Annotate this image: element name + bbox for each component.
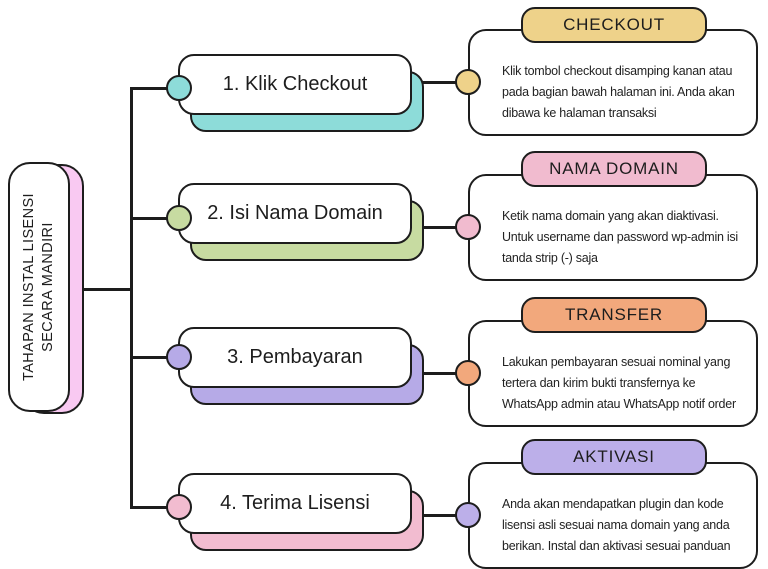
step-1-box [178, 54, 412, 115]
step-4-box [178, 473, 412, 534]
step-3-title: 3. Pembayaran [227, 346, 363, 368]
step-1-description: Klik tombol checkout disamping kanan atau pada bagian bawah halaman ini. Anda akan dibawa ke halaman transaksi [502, 64, 735, 120]
step-2-detail-card [468, 174, 758, 281]
step-3-node-circle [166, 344, 192, 370]
step-3-detail-card [468, 320, 758, 427]
root-title [20, 193, 58, 381]
step-1-title: 1. Klik Checkout [222, 73, 368, 95]
step-1-detail-card [468, 29, 758, 136]
step-4-title: 4. Terima Lisensi [220, 492, 370, 514]
connector-root-line [84, 288, 132, 291]
step-4-description: Anda akan mendapatkan plugin dan kode lisensi asli sesuai nama domain yang anda berikan. Instal dan aktivasi sesuai panduan [502, 497, 731, 553]
step-3-box [178, 327, 412, 388]
step-1-detail-circle [455, 69, 481, 95]
step-3-badge: TRANSFER [521, 297, 707, 333]
step-4-detail-circle [455, 502, 481, 528]
root-title-line1: TAHAPAN INSTAL LISENSI [21, 193, 37, 381]
step-4-badge: AKTIVASI [521, 439, 707, 475]
step-2-description: Ketik nama domain yang akan diaktivasi. Untuk username dan password wp-admin isi tanda strip (-) saja [502, 209, 738, 265]
step-4-node-circle [166, 494, 192, 520]
connector-spine-line [130, 87, 133, 508]
step-3-detail-circle [455, 360, 481, 386]
root-title-line2: SECARA MANDIRI [40, 222, 56, 352]
step-1-badge: CHECKOUT [521, 7, 707, 43]
step-4-detail-card [468, 462, 758, 569]
step-3-description: Lakukan pembayaran sesuai nominal yang tertera dan kirim bukti transfernya ke WhatsApp admin atau WhatsApp notif order [502, 355, 736, 411]
root-title-box [8, 162, 70, 412]
step-1-node-circle [166, 75, 192, 101]
step-2-box [178, 183, 412, 244]
step-2-badge: NAMA DOMAIN [521, 151, 707, 187]
step-2-detail-circle [455, 214, 481, 240]
step-2-title: 2. Isi Nama Domain [207, 202, 383, 224]
step-2-node-circle [166, 205, 192, 231]
